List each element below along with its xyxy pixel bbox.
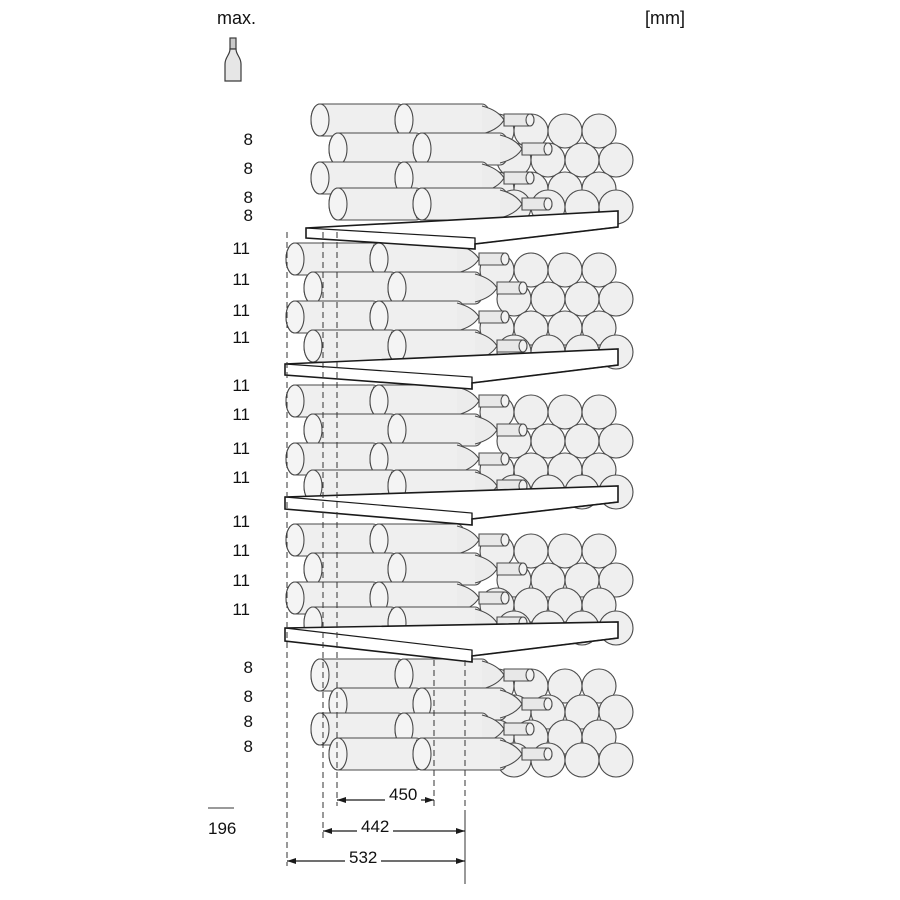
base-height-label: 196 — [208, 819, 237, 838]
count-g2-4: 11 — [232, 328, 250, 347]
count-g2-3: 11 — [232, 301, 250, 320]
base-tick — [208, 807, 234, 809]
count-g3-4: 11 — [232, 468, 250, 487]
count-g4-2: 11 — [232, 541, 250, 560]
count-top-4: 8 — [243, 206, 253, 225]
shelf-4 — [285, 622, 618, 662]
count-bottom-4: 8 — [243, 737, 253, 756]
count-top-3: 8 — [243, 188, 253, 207]
count-bottom-3: 8 — [243, 712, 253, 731]
unit-label: [mm] — [645, 8, 685, 28]
count-top-2: 8 — [243, 159, 253, 178]
count-g4-1: 11 — [232, 512, 250, 531]
count-top-1: 8 — [243, 130, 253, 149]
count-bottom-1: 8 — [243, 658, 253, 677]
max-label: max. — [217, 8, 257, 28]
count-g3-3: 11 — [232, 439, 250, 458]
count-bottom-2: 8 — [243, 687, 253, 706]
count-g4-4: 11 — [232, 600, 250, 619]
dimension-442-label: 442 — [357, 818, 393, 835]
count-g2-2: 11 — [232, 270, 250, 289]
count-g3-2: 11 — [232, 405, 250, 424]
dimension-532-label: 532 — [345, 849, 381, 866]
count-g3-1: 11 — [232, 376, 250, 395]
dimension-450-label: 450 — [385, 786, 421, 803]
count-g2-1: 11 — [232, 239, 250, 258]
count-g4-3: 11 — [232, 571, 250, 590]
